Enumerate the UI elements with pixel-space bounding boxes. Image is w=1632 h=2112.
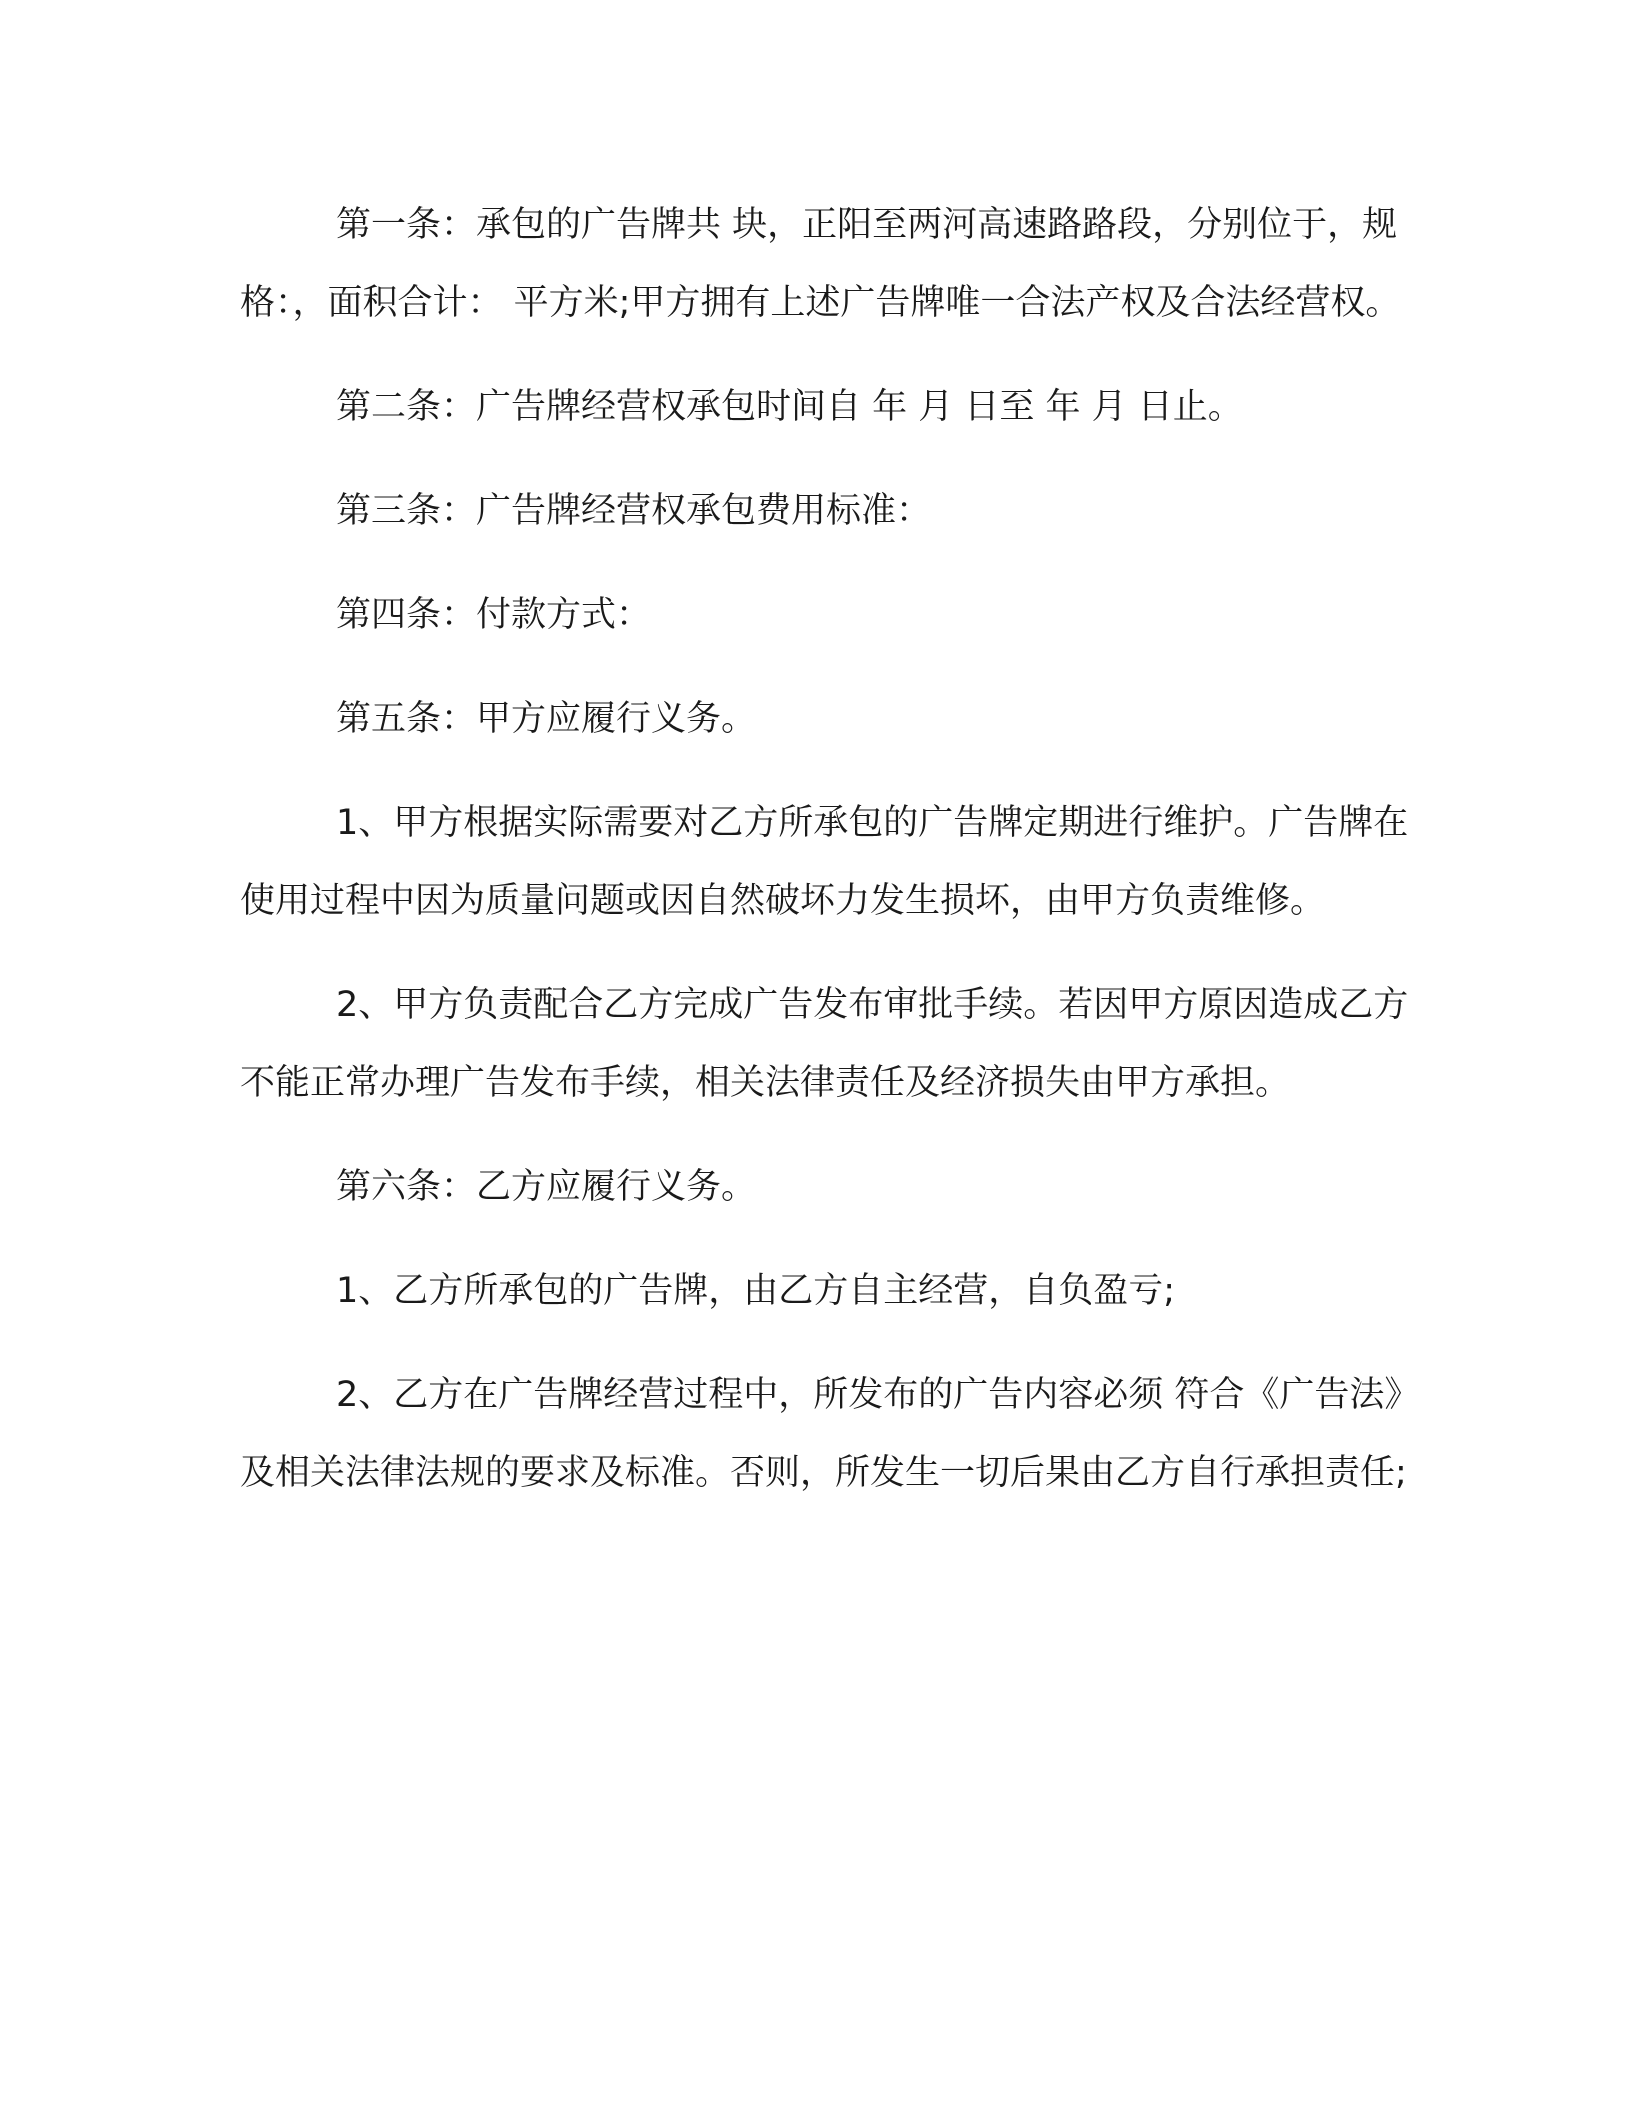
document-body — [240, 186, 1420, 1538]
clause-5-item-1: 1、甲方根据实际需要对乙方所承包的广告牌定期进行维护。广告牌在使用过程中因为质量问题或因自然破坏力发生损坏，由甲方负责维修。 — [240, 803, 1409, 921]
clause-5-item-2: 2、甲方负责配合乙方完成广告发布审批手续。若因甲方原因造成乙方不能正常办理广告发布手续，相关法律责任及经济损失由甲方承担。 — [240, 985, 1409, 1103]
clause-6-item-2: 2、乙方在广告牌经营过程中，所发布的广告内容必须 符合《广告法》及相关法律法规的要求及标准。否则，所发生一切后果由乙方自行承担责任; — [240, 1375, 1420, 1493]
clause-6-item-1: 1、乙方所承包的广告牌，由乙方自主经营，自负盈亏; — [336, 1271, 1176, 1311]
clause-3: 第三条：广告牌经营权承包费用标准： — [336, 491, 932, 531]
clause-5: 第五条：甲方应履行义务。 — [336, 699, 757, 739]
clause-6: 第六条：乙方应履行义务。 — [336, 1167, 757, 1207]
clause-4: 第四条：付款方式： — [336, 595, 652, 635]
clause-1: 第一条：承包的广告牌共 块，正阳至两河高速路路段，分别位于，规格：，面积合计： 平方米;甲方拥有上述广告牌唯一合法产权及合法经营权。 — [240, 205, 1401, 323]
clause-2: 第二条：广告牌经营权承包时间自 年 月 日至 年 月 日止。 — [336, 387, 1243, 427]
